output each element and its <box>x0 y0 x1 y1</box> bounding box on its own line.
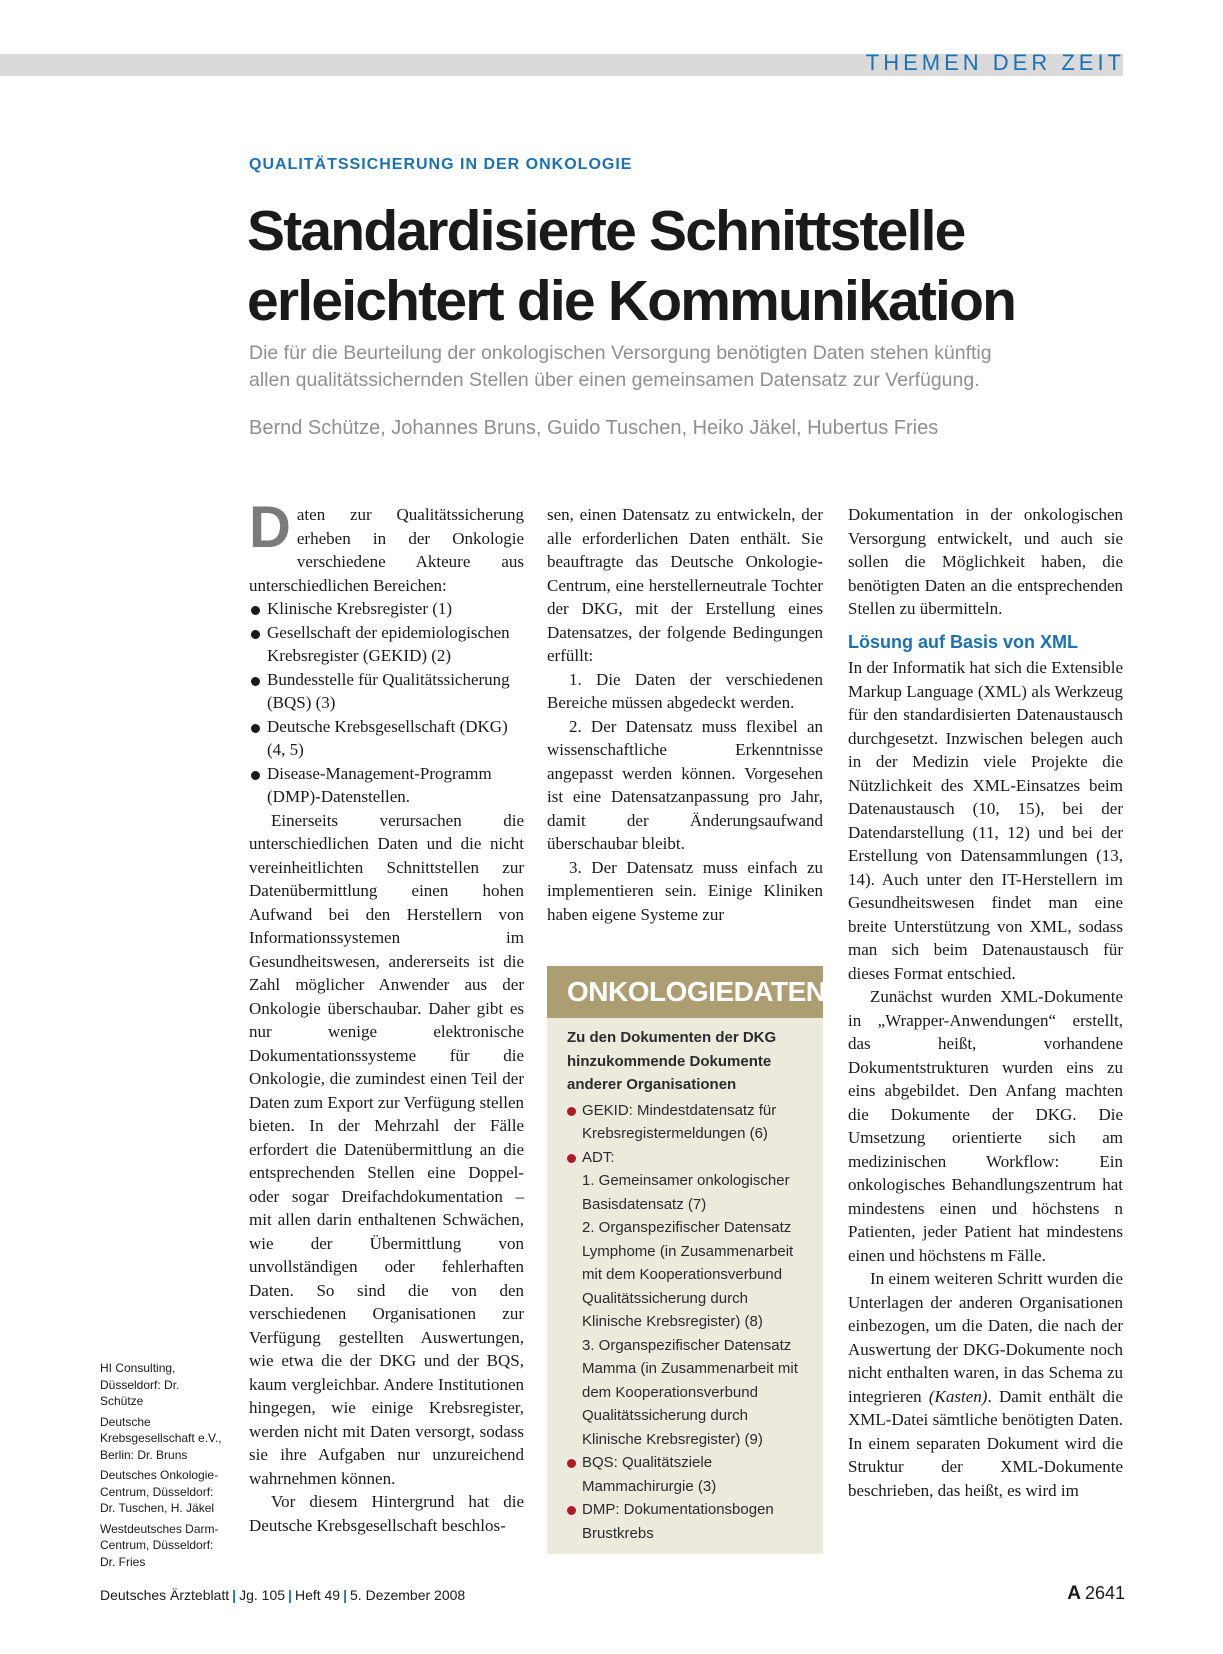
intro-paragraph <box>249 495 524 597</box>
footer-separator: | <box>232 1587 237 1603</box>
body-text: In einem weiteren Schritt wurden die Unterlagen der anderen Organisationen einbezogen, um die Daten, die nach der Auswertung der DKG-Dokumente noch nicht enthalten waren, in das Schema zu integrieren <box>848 1269 1123 1406</box>
journal-issue: Heft 49 <box>294 1587 341 1603</box>
stakeholder-list <box>249 597 524 809</box>
affiliation: Westdeutsches Darm-Centrum, Düsseldorf: Dr. Fries <box>100 1521 219 1569</box>
list-item: Disease-Management-Programm (DMP)-Datenstellen. <box>249 762 524 809</box>
numbered-condition: 2. Der Datensatz muss flexibel an wissenschaftliche Erkenntnisse angepasst werden können. Vorgesehen ist eine Datensatzanpassung pro Jahr, damit der Änderungsaufwand überschaubar bleibt. <box>547 716 823 853</box>
info-box-item <box>567 1451 809 1498</box>
body-paragraph: Dokumentation in der onkologischen Versorgung entwickelt, und auch sie sollen die Möglichkeit haben, die benötigten Daten an die entsprechenden Stellen zu übermitteln. <box>848 505 1123 618</box>
list-item: Gesellschaft der epidemiologischen Krebsregister (GEKID) (2) <box>249 621 524 668</box>
body-column-1 <box>249 495 524 1537</box>
info-box-item-text: GEKID: Mindestdatensatz für Krebsregistermeldungen (6) <box>582 1101 777 1142</box>
info-box-subitem: 2. Organspezifischer Datensatz Lymphome (in Zusammenarbeit mit dem Kooperationsverbund Qualitätssicherung durch Klinische Krebsregister) (8) <box>582 1219 794 1330</box>
page-footer <box>100 1587 465 1603</box>
info-box-sublist <box>582 1169 809 1451</box>
info-box-body <box>547 1018 823 1545</box>
issue-date: 5. Dezember 2008 <box>350 1587 466 1603</box>
journal-volume: Jg. 105 <box>239 1587 286 1603</box>
article-kicker: QUALITÄTSSICHERUNG IN DER ONKOLOGIE <box>249 156 633 173</box>
info-box-item <box>567 1498 809 1545</box>
standfirst-line: allen qualitätssichernden Stellen über einen gemeinsamen Datensatz zur Verfügung. <box>249 369 980 391</box>
affiliation: Deutsches Onkologie-Centrum, Düsseldorf: Dr. Tuschen, H. Jäkel <box>100 1468 219 1515</box>
info-box-item <box>567 1146 809 1452</box>
section-subheading: Lösung auf Basis von XML <box>848 631 1079 652</box>
body-paragraph: Einerseits verursachen die unterschiedlichen Daten und die nicht vereinheitlichten Schnittstellen zur Datenübermittlung einen hohen Aufwand bei den Herstellern von Informationssystemen im Gesundheitswesen, andererseits ist die Zahl möglicher Anwender aus der Onkologie überschaubar. Daher gibt es nur wenige elektronische Dokumentationssysteme für die Onkologie, die zumindest einen Teil der Daten zum Export zur Verfügung stellen bieten. In der Mehrzahl der Fälle erfordert die Datenübermittlung an die entsprechenden Stellen eine Doppel- oder sogar Dreifachdokumentation – mit allen darin enthaltenen Schwächen, wie der Übermittlung von unvollständigen oder fehlerhaften Daten. So sind die von den verschiedenen Organisationen zur Verfügung gestellten Auswertungen, wie etwa die der DKG und der BQS, kaum vergleichbar. Andere Institutionen hingegen, wie einige Krebsregister, werden nicht mit Daten versorgt, sodass sie ihre Aufgaben nur unzureichend wahrnehmen können. <box>249 810 524 1488</box>
info-box-item-text: DMP: Dokumentationsbogen Brustkrebs <box>582 1501 774 1542</box>
affiliation: Deutsche Krebsgesellschaft e.V., Berlin: Dr. Bruns <box>100 1414 222 1462</box>
intro-text: aten zur Qualitätssicherung erheben in der Onkologie verschiedene Akteure aus unterschiedlichen Bereichen: <box>249 505 524 595</box>
body-paragraph: Vor diesem Hintergrund hat die Deutsche Krebsgesellschaft beschlos- <box>249 1492 524 1535</box>
list-item: Deutsche Krebsgesellschaft (DKG) (4, 5) <box>249 715 524 762</box>
body-paragraph: Zunächst wurden XML-Dokumente in „Wrapper-Anwendungen“ erstellt, das heißt, vorhandene Dokumentstrukturen wurden eins zu eins abgebildet. Den Anfang machten die Dokumente der DKG. Die Umsetzung orientierte sich am medizinischen Workflow: Ein onkologisches Behandlungszentrum hat mindestens einen und höchstens n Patienten, jeder Patient hat mindestens einen und höchstens m Fälle. <box>848 987 1123 1265</box>
journal-name: Deutsches Ärzteblatt <box>100 1587 230 1603</box>
info-box-subitem: 1. Gemeinsamer onkologischer Basisdatensatz (7) <box>582 1172 790 1213</box>
article-standfirst <box>249 340 1129 394</box>
list-item: Klinische Krebsregister (1) <box>249 597 524 621</box>
author-affiliations <box>100 1360 225 1574</box>
headline-line: erleichtert die Kommunikation <box>247 269 1016 333</box>
footer-separator: | <box>343 1587 348 1603</box>
numbered-condition: 3. Der Datensatz muss einfach zu implementieren sein. Einige Kliniken haben eigene Systeme zur <box>547 857 823 924</box>
page-number-value: 2641 <box>1084 1583 1125 1603</box>
article-headline <box>247 196 1107 336</box>
numbered-condition: 1. Die Daten der verschiedenen Bereiche müssen abgedeckt werden. <box>547 669 823 712</box>
body-paragraph: In der Informatik hat sich die Extensible Markup Language (XML) als Werkzeug für den standardisierten Datenaustausch durchgesetzt. Inzwischen belegen auch in der Medizin viele Projekte die Nützlichkeit des XML-Einsatzes beim Datenaustausch (10, 15), bei der Datendarstellung (11, 12) und bei der Erstellung von Datensammlungen (13, 14). Auch unter den IT-Herstellern im Gesundheitswesen findet man eine breite Unterstützung von XML, sodass man sich beim Datenaustausch für dieses Format entschied. <box>848 658 1123 983</box>
page-prefix: A <box>1067 1583 1081 1604</box>
info-box-item-text: BQS: Qualitätsziele Mammachirurgie (3) <box>582 1454 717 1495</box>
info-box-item-text: ADT: <box>582 1148 615 1166</box>
info-box <box>547 966 826 1554</box>
affiliation: HI Consulting, Düsseldorf: Dr. Schütze <box>100 1361 180 1408</box>
list-item: Bundesstelle für Qualitätssicherung (BQS) (3) <box>249 668 524 715</box>
footer-separator: | <box>288 1587 292 1603</box>
body-paragraph: sen, einen Datensatz zu entwickeln, der alle erforderlichen Daten enthält. Sie beauftragte das Deutsche Onkologie-Centrum, eine herstellerneutrale Tochter der DKG, mit der Erstellung eines Datensatzes, der folgende Bedingungen erfüllt: <box>547 505 823 665</box>
section-label: THEMEN DER ZEIT <box>865 50 1125 75</box>
body-paragraph <box>848 1267 1123 1502</box>
drop-cap: D <box>249 495 291 560</box>
article-authors: Bernd Schütze, Johannes Bruns, Guido Tuschen, Heiko Jäkel, Hubertus Fries <box>249 417 939 439</box>
info-box-list <box>567 1099 809 1546</box>
body-column-3 <box>848 503 1123 1502</box>
page-number <box>1067 1583 1125 1605</box>
body-column-2 <box>547 503 823 926</box>
standfirst-line: Die für die Beurteilung der onkologischen Versorgung benötigten Daten stehen künftig <box>249 342 992 364</box>
body-text: . Damit enthält die XML-Datei sämtliche benötigten Daten. In einem separaten Dokument wird die Struktur der XML-Dokumente beschrieben, das heißt, es wird im <box>848 1386 1123 1500</box>
info-box-intro: Zu den Dokumenten der DKG hinzukommende Dokumente anderer Organisationen <box>567 1029 777 1093</box>
box-reference: (Kasten) <box>928 1386 988 1406</box>
info-box-subitem: 3. Organspezifischer Datensatz Mamma (in Zusammenarbeit mit dem Kooperationsverbund Qualitätssicherung durch Klinische Krebsregister) (9) <box>582 1336 798 1448</box>
info-box-item <box>567 1099 809 1146</box>
info-box-title: ONKOLOGIEDATEN <box>547 966 823 1018</box>
headline-line: Standardisierte Schnittstelle <box>247 199 965 263</box>
